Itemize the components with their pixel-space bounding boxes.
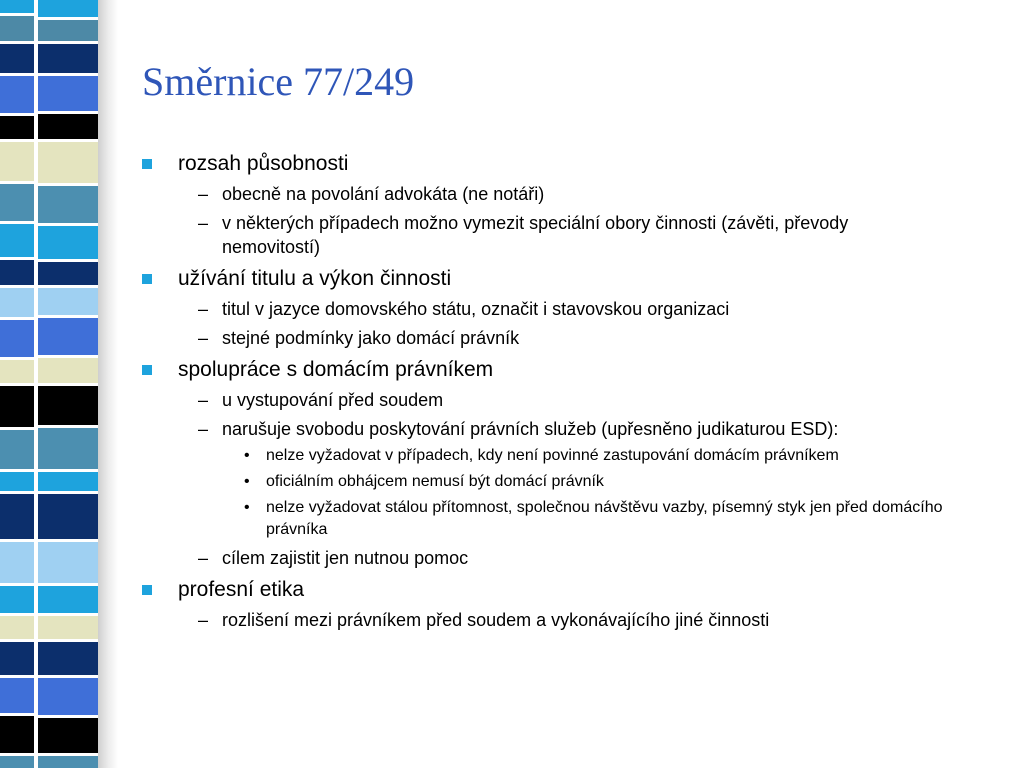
bullet-level3-text: oficiálním obhájcem nemusí být domácí právník: [266, 473, 604, 490]
strip-shadow: [96, 0, 118, 768]
mosaic-tile: [0, 320, 34, 357]
mosaic-tile: [38, 428, 98, 469]
mosaic-tile: [0, 288, 34, 317]
bullet-level3-text: nelze vyžadovat v případech, kdy není povinné zastupování domácím právníkem: [266, 447, 839, 464]
bullet-level3: [140, 471, 1000, 493]
square-bullet-icon: [142, 585, 152, 595]
bullet-level2-text: cílem zajistit jen nutnou pomoc: [222, 548, 469, 568]
mosaic-column-right: [38, 0, 98, 768]
bullet-level2: [140, 182, 1000, 206]
bullet-level3: [140, 445, 1000, 467]
dash-bullet-icon: –: [198, 419, 209, 439]
mosaic-tile: [0, 76, 34, 113]
mosaic-tile: [38, 616, 98, 639]
mosaic-tile: [0, 716, 34, 753]
mosaic-tile: [0, 542, 34, 583]
mosaic-tile: [0, 260, 34, 285]
bullet-level3-text: nelze vyžadovat stálou přítomnost, společnou návštěvu vazby, písemný styk jen před domácího právníka: [266, 499, 943, 538]
mosaic-tile: [0, 142, 34, 181]
dot-bullet-icon: •: [244, 447, 250, 464]
mosaic-tile: [38, 186, 98, 223]
mosaic-tile: [38, 756, 98, 768]
mosaic-tile: [38, 472, 98, 491]
bullet-level3: [140, 497, 1000, 541]
square-bullet-icon: [142, 365, 152, 375]
bullet-level2: [140, 326, 1000, 350]
mosaic-tile: [38, 586, 98, 613]
mosaic-tile: [38, 542, 98, 583]
slide-body: [140, 144, 1000, 632]
mosaic-tile: [0, 224, 34, 257]
mosaic-tile: [38, 642, 98, 675]
bullet-level2-text: titul v jazyce domovského státu, označit i stavovskou organizaci: [222, 299, 730, 319]
bullet-level2: [140, 297, 1000, 321]
mosaic-tile: [0, 678, 34, 713]
mosaic-tile: [0, 360, 34, 383]
dash-bullet-icon: –: [198, 299, 209, 319]
dash-bullet-icon: –: [198, 548, 209, 568]
mosaic-tile: [0, 44, 34, 73]
mosaic-tile: [38, 678, 98, 715]
dash-bullet-icon: –: [198, 328, 209, 348]
bullet-level2-text: obecně na povolání advokáta (ne notáři): [222, 184, 545, 204]
bullet-level2-text: stejné podmínky jako domácí právník: [222, 328, 520, 348]
dot-bullet-icon: •: [244, 499, 250, 516]
mosaic-tile: [38, 76, 98, 111]
bullet-level2-text: v některých případech možno vymezit speciální obory činnosti (závěti, převody nemovitostí): [222, 213, 849, 257]
mosaic-tile: [0, 0, 34, 13]
square-bullet-icon: [142, 159, 152, 169]
mosaic-tile: [0, 756, 34, 768]
bullet-level1: [140, 576, 1000, 603]
mosaic-tile: [0, 494, 34, 539]
mosaic-tile: [0, 586, 34, 613]
mosaic-tile: [0, 116, 34, 139]
square-bullet-icon: [142, 274, 152, 284]
bullet-level1-text: profesní etika: [178, 578, 305, 601]
mosaic-tile: [38, 718, 98, 753]
bullet-level2-text: rozlišení mezi právníkem před soudem a vykonávajícího jiné činnosti: [222, 610, 770, 630]
decorative-mosaic-strip: [0, 0, 118, 768]
mosaic-tile: [0, 386, 34, 427]
mosaic-column-left: [0, 0, 34, 768]
dash-bullet-icon: –: [198, 390, 209, 410]
dash-bullet-icon: –: [198, 184, 209, 204]
bullet-level2: [140, 388, 1000, 412]
slide-title: Směrnice 77/249: [142, 59, 415, 104]
bullet-level2: [140, 608, 1000, 632]
mosaic-tile: [38, 114, 98, 139]
dash-bullet-icon: –: [198, 610, 209, 630]
mosaic-tile: [38, 0, 98, 17]
dash-bullet-icon: –: [198, 213, 209, 233]
bullet-level2: [140, 211, 1000, 259]
bullet-level2-text: narušuje svobodu poskytování právních služeb (upřesněno judikaturou ESD):: [222, 419, 839, 439]
mosaic-tile: [0, 642, 34, 675]
mosaic-tile: [38, 262, 98, 285]
mosaic-tile: [38, 226, 98, 259]
bullet-level1: [140, 265, 1000, 292]
mosaic-tile: [0, 616, 34, 639]
mosaic-tile: [0, 430, 34, 469]
mosaic-tile: [0, 16, 34, 41]
bullet-level1: [140, 356, 1000, 383]
bullet-level1: [140, 150, 1000, 177]
mosaic-tile: [38, 494, 98, 539]
mosaic-tile: [38, 358, 98, 383]
mosaic-tile: [0, 472, 34, 491]
bullet-level1-text: spolupráce s domácím právníkem: [178, 358, 494, 381]
bullet-level1-text: užívání titulu a výkon činnosti: [178, 267, 452, 290]
mosaic-tile: [38, 288, 98, 315]
bullet-level1-text: rozsah působnosti: [178, 152, 349, 175]
bullet-level2: [140, 417, 1000, 441]
mosaic-tile: [38, 318, 98, 355]
bullet-level2-text: u vystupování před soudem: [222, 390, 444, 410]
dot-bullet-icon: •: [244, 473, 250, 490]
mosaic-tile: [38, 386, 98, 425]
mosaic-tile: [0, 184, 34, 221]
mosaic-tile: [38, 142, 98, 183]
mosaic-tile: [38, 20, 98, 41]
bullet-level2: [140, 546, 1000, 570]
mosaic-tile: [38, 44, 98, 73]
